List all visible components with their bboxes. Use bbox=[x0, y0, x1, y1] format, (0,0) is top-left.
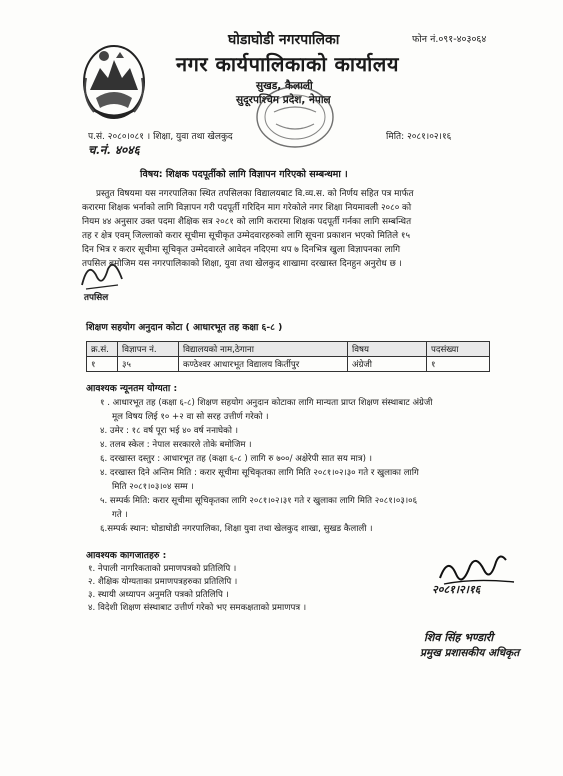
document-item: ३. स्थायी अध्यापन अनुमति पत्रको प्रतिलिपि । bbox=[88, 590, 229, 600]
column-header: विज्ञापन नं. bbox=[118, 342, 179, 357]
initial-signature bbox=[78, 255, 128, 295]
requirement-item: ६. दरखास्त दस्तुर : आधारभूत तह (कक्षा ६-८ ) लागि रु ७००/ अक्षेरेपी सात सय मात्र) । bbox=[100, 454, 372, 464]
phone-number: फोन नं.०९१-४०३०६४ bbox=[412, 34, 487, 45]
requirement-item: ५. सम्पर्क मिति: करार सूचीमा सूचिकृतका लागि २०८१।०२।३१ गते र खुलाका लागि मिति २०८१।०३।०६ bbox=[100, 496, 418, 506]
requirement-item: १ . आधारभूत तह (कक्षा ६-८) शिक्षण सहयोग अनुदान कोटाका लागि मान्यता प्राप्त शिक्षण संस्थाबाट अंग्रेजी bbox=[100, 398, 433, 408]
requirement-item: ४. तलब स्केल : नेपाल सरकारले तोके बमोजिम । bbox=[100, 440, 252, 450]
column-header: विद्यालयको नाम,ठेगाना bbox=[179, 342, 348, 357]
table-header-row bbox=[87, 342, 490, 357]
requirement-item: ६.सम्पर्क स्थान: घोडाघोडी नगरपालिका, शिक्षा युवा तथा खेलकुद शाखा, सुखड कैलाली । bbox=[100, 524, 373, 534]
letter-date: मिति: २०८१।०२।१६ bbox=[386, 132, 452, 142]
table-row bbox=[87, 357, 490, 372]
column-header: पदसंख्या bbox=[427, 342, 490, 357]
quota-title: शिक्षण सहयोग अनुदान कोटा ( आधारभूत तह कक्षा ६-८ ) bbox=[86, 322, 283, 333]
column-header: क्र.सं. bbox=[87, 342, 118, 357]
office-seal-stamp bbox=[254, 84, 336, 150]
organization-name: घोडाघोडी नगरपालिका bbox=[228, 32, 340, 48]
body-line: तह र क्षेत्र एवम् जिल्लाको करार सूचीमा सूचीकृत उम्मेदवारहरुको लागि सूचना प्रकाशन भएको मितिले १५ bbox=[82, 231, 411, 241]
requirement-item: मूल विषय लिई १० +२ वा सो सरह उत्तीर्ण गरेको । bbox=[112, 412, 269, 422]
address-line-2: सुदूरपश्चिम प्रदेश, नेपाल bbox=[236, 94, 331, 106]
document-item: १. नेपाली नागरिकताको प्रमाणपत्रको प्रतिलिपि । bbox=[88, 564, 237, 574]
body-line: दिन भित्र र करार सूचीमा सूचिकृत उम्मेदवारले आवेदन नदिएमा थप ७ दिनभित्र खुला विज्ञापनका लागि bbox=[82, 245, 401, 255]
table-cell: कण्ठेश्वर आधारभूत विद्यालय किर्तीपुर bbox=[179, 357, 348, 372]
tapasil-label: तपसिल bbox=[84, 293, 109, 303]
vacancy-table bbox=[86, 341, 490, 372]
signatory-title: प्रमुख प्रशासकीय अधिकृत bbox=[420, 647, 520, 659]
body-line: नियम ४४ अनुसार उक्त पदमा शैक्षिक सत्र २०८१ को लागि करारमा शिक्षक पदपूर्ती गर्नका लागि सम्बन्धित bbox=[82, 217, 412, 227]
officer-signature bbox=[434, 548, 524, 608]
nepal-emblem-icon bbox=[80, 38, 148, 122]
table-cell: १ bbox=[427, 357, 490, 372]
document-item: ४. विदेशी शिक्षण संस्थाबाट उत्तीर्ण गरेको भए समकक्षताको प्रमाणपत्र । bbox=[88, 603, 307, 613]
table-cell: १ bbox=[87, 357, 118, 372]
column-header: विषय bbox=[348, 342, 427, 357]
table-cell: ३५ bbox=[118, 357, 179, 372]
handwritten-date: २०८१।२।१६ bbox=[432, 583, 481, 596]
requirement-item: मिति २०८१।०३।०४ सम्म । bbox=[112, 482, 194, 492]
signatory-name: शिव सिंह भण्डारी bbox=[424, 631, 494, 644]
body-line: करारमा शिक्षक भर्नाको लागि विज्ञापन गरी पदपूर्ती गरिदिन माग गरेकोले नगर शिक्षा नियमावली २०८० को bbox=[82, 203, 412, 213]
documents-title: आवश्यक कागजातहरु : bbox=[86, 550, 167, 561]
requirement-item: गते । bbox=[112, 510, 128, 520]
requirements-title: आवश्यक न्यूनतम योग्यता : bbox=[86, 383, 178, 394]
subject-line: विषय: शिक्षक पदपूर्तीको लागि विज्ञापन गरिएको सम्बन्धमा । bbox=[140, 169, 348, 180]
dispatch-number: च.नं. ४०४६ bbox=[88, 143, 140, 157]
document-item: २. शैक्षिक योग्यताका प्रमाणपत्रहरुका प्रतिलिपि । bbox=[88, 577, 238, 587]
table-cell: अंग्रेजी bbox=[348, 357, 427, 372]
requirement-item: ४. दरखास्त दिने अन्तिम मिति : करार सूचीमा सूचिकृतका लागि मिति २०८१।०२।३० गते र खुलाका लागि bbox=[100, 468, 419, 478]
requirement-item: ४. उमेर : १८ वर्ष पूरा भई ४० वर्ष ननाघेको । bbox=[100, 426, 238, 436]
address-line-1: सुखड, कैलाली bbox=[256, 80, 313, 92]
body-line: प्रस्तुत विषयमा यस नगरपालिका स्थित तपसिलका विद्यालयबाट वि.व्य.स. को निर्णय सहित पत्र मार्फत bbox=[96, 189, 414, 199]
office-title: नगर कार्यपालिकाको कार्यालय bbox=[176, 52, 399, 76]
reference-number: प.सं. २०८०।०८१ । शिक्षा, युवा तथा खेलकुद bbox=[88, 132, 233, 142]
body-line: तपसिल बमोजिम यस नगरपालिकाको शिक्षा, युवा तथा खेलकुद शाखामा दरखास्त दिनहुन अनुरोध छ । bbox=[82, 259, 402, 269]
